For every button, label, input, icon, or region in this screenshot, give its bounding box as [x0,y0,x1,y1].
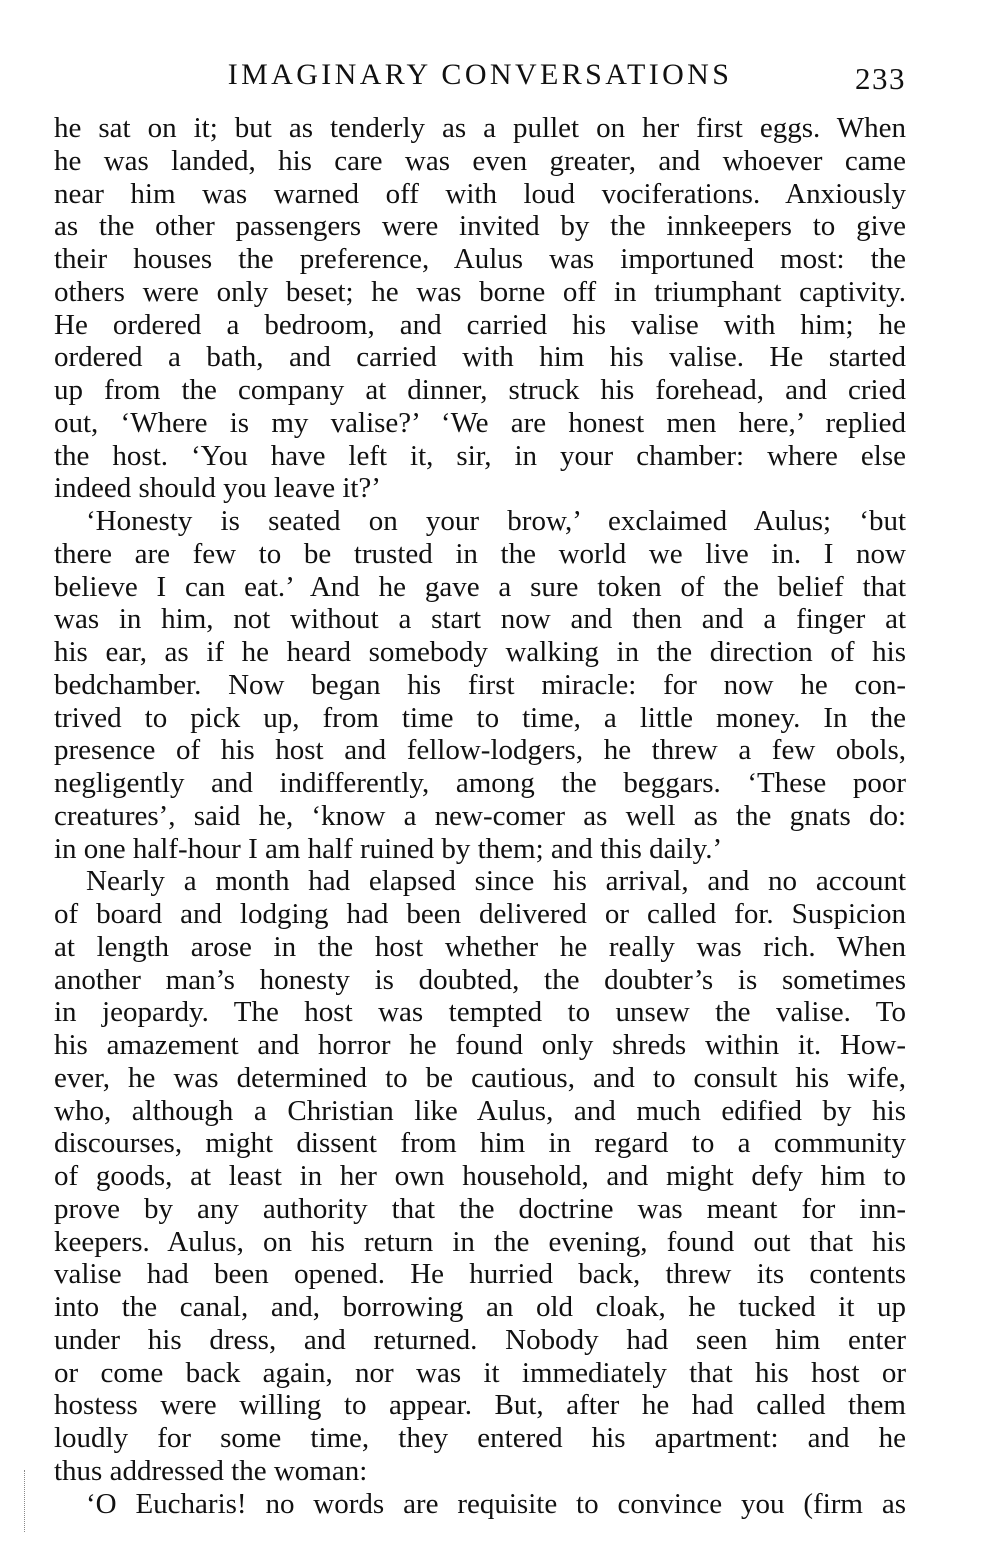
text-line: he was landed, his care was even greater, and whoever came [54,144,906,177]
text-line: valise had been opened. He hurried back, threw its contents [54,1258,906,1291]
margin-mark [24,1470,26,1532]
text-line: ever, he was determined to be cautious, and to consult his wife, [54,1061,906,1094]
text-line: of goods, at least in her own household, and might defy him to [54,1160,906,1192]
paragraph-start-line: ‘O Eucharis! no words are requisite to convince you (firm as [86,1487,906,1520]
text-line: loudly for some time, they entered his apartment: and he [54,1422,906,1454]
text-line: ordered a bath, and carried with him his valise. He started [54,341,906,374]
text-line: into the canal, and, borrowing an old cloak, he tucked it up [54,1291,906,1323]
paragraph-end-line: indeed should you leave it?’ [54,472,381,505]
text-line: bedchamber. Now began his first miracle: for now he con- [54,668,906,701]
text-line: at length arose in the host whether he really was rich. When [54,930,906,963]
text-line: hostess were willing to appear. But, after he had called them [54,1389,906,1422]
paragraph-end-line: thus addressed the woman: [54,1454,368,1487]
text-line: negligently and indifferently, among the beggars. ‘These poor [54,767,906,799]
text-line: who, although a Christian like Aulus, and much edified by his [54,1094,906,1127]
paragraph-start-line: Nearly a month had elapsed since his arrival, and no account [86,865,906,898]
text-line: in jeopardy. The host was tempted to unsew the valise. To [54,996,906,1029]
text-line: his ear, as if he heard somebody walking in the direction of his [54,636,906,668]
text-line: of board and lodging had been delivered or called for. Suspicion [54,898,906,930]
body-text [54,112,906,1520]
text-line: out, ‘Where is my valise?’ ‘We are honest men here,’ replied [54,406,906,439]
paragraph-end-line: in one half-hour I am half ruined by them; and this daily.’ [54,832,723,865]
text-line: there are few to be trusted in the world we live in. I now [54,537,906,570]
text-line: their houses the preference, Aulus was importuned most: the [54,243,906,275]
text-line: presence of his host and fellow-lodgers, he threw a few obols, [54,734,906,767]
paragraph-start-line: ‘Honesty is seated on your brow,’ exclaimed Aulus; ‘but [86,505,906,537]
text-line: discourses, might dissent from him in regard to a community [54,1127,906,1160]
text-line: keepers. Aulus, on his return in the evening, found out that his [54,1225,906,1258]
text-line: creatures’, said he, ‘know a new-comer as well as the gnats do: [54,799,906,832]
text-line: up from the company at dinner, struck his forehead, and cried [54,374,906,406]
running-head [54,52,906,98]
text-line: as the other passengers were invited by the innkeepers to give [54,210,906,243]
text-line: he sat on it; but as tenderly as a pullet on her first eggs. When [54,112,906,144]
text-line: He ordered a bedroom, and carried his valise with him; he [54,308,906,341]
page-number: 233 [855,61,906,96]
text-line: was in him, not without a start now and then and a finger at [54,603,906,636]
text-line: under his dress, and returned. Nobody had seen him enter [54,1323,906,1356]
text-line: his amazement and horror he found only shreds within it. How- [54,1029,906,1061]
running-title: IMAGINARY CONVERSATIONS [227,58,733,91]
text-line: near him was warned off with loud vociferations. Anxiously [54,177,906,210]
text-line: believe I can eat.’ And he gave a sure token of the belief that [54,570,906,603]
text-line: the host. ‘You have left it, sir, in your chamber: where else [54,439,906,472]
text-line: trived to pick up, from time to time, a little money. In the [54,701,906,734]
text-line: or come back again, nor was it immediately that his host or [54,1356,906,1389]
text-line: others were only beset; he was borne off in triumphant captivity. [54,275,906,308]
text-line: another man’s honesty is doubted, the doubter’s is sometimes [54,963,906,996]
text-line: prove by any authority that the doctrine was meant for inn- [54,1192,906,1225]
